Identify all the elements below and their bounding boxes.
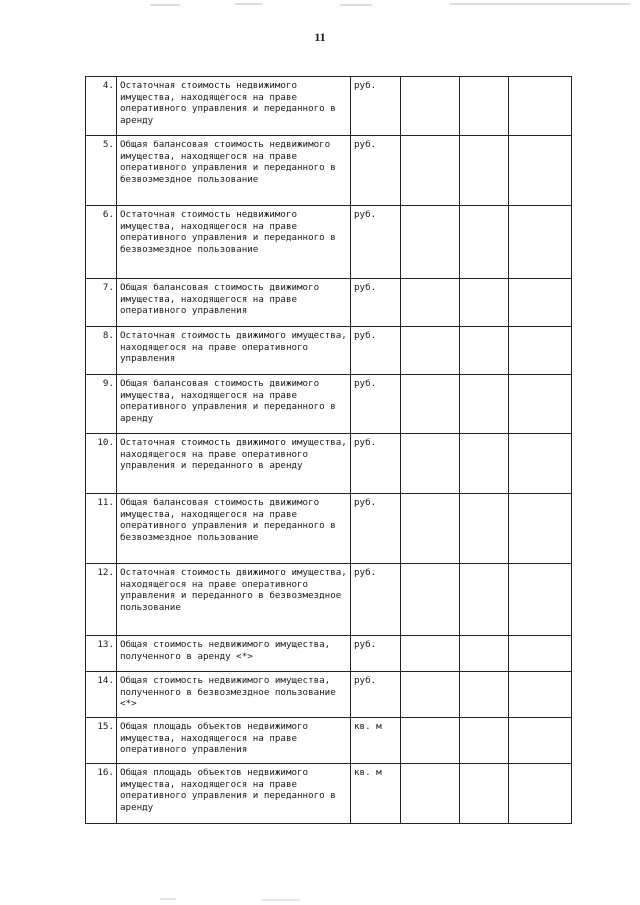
table-row: [86, 136, 572, 206]
table-row: [86, 279, 572, 327]
row-unit: руб.: [351, 494, 401, 564]
value-cell: [401, 764, 460, 824]
row-description: Остаточная стоимость движимого имущества, находящегося на праве оперативного управления: [117, 327, 351, 375]
table-row: [86, 206, 572, 279]
value-cell: [401, 434, 460, 494]
row-description: Общая балансовая стоимость движимого имущества, находящегося на праве оперативного управления: [117, 279, 351, 327]
row-description: Общая стоимость недвижимого имущества, полученного в аренду <*>: [117, 636, 351, 672]
value-cell: [509, 136, 572, 206]
row-unit: руб.: [351, 434, 401, 494]
row-unit: руб.: [351, 206, 401, 279]
row-unit: руб.: [351, 77, 401, 136]
value-cell: [460, 672, 509, 718]
row-number: 13.: [86, 636, 117, 672]
row-number: 4.: [86, 77, 117, 136]
row-unit: кв. м: [351, 764, 401, 824]
row-description: Остаточная стоимость движимого имущества, находящегося на праве оперативного управления и переданного в безвозмездное пользование: [117, 564, 351, 636]
value-cell: [460, 136, 509, 206]
value-cell: [401, 564, 460, 636]
table-row: [86, 636, 572, 672]
row-description: Общая балансовая стоимость движимого имущества, находящегося на праве оперативного управления и переданного в безвозмездное пользование: [117, 494, 351, 564]
value-cell: [460, 636, 509, 672]
row-description: Общая площадь объектов недвижимого имущества, находящегося на праве оперативного управления: [117, 718, 351, 764]
row-description: Остаточная стоимость недвижимого имущества, находящегося на праве оперативного управления и переданного в аренду: [117, 77, 351, 136]
row-unit: руб.: [351, 636, 401, 672]
row-number: 16.: [86, 764, 117, 824]
row-description: Общая площадь объектов недвижимого имущества, находящегося на праве оперативного управления и переданного в аренду: [117, 764, 351, 824]
value-cell: [401, 136, 460, 206]
row-number: 12.: [86, 564, 117, 636]
value-cell: [401, 494, 460, 564]
page-number: 11: [314, 30, 326, 44]
value-cell: [509, 434, 572, 494]
value-cell: [460, 564, 509, 636]
value-cell: [401, 375, 460, 434]
row-description: Общая стоимость недвижимого имущества, полученного в безвозмездное пользование <*>: [117, 672, 351, 718]
row-number: 11.: [86, 494, 117, 564]
value-cell: [401, 327, 460, 375]
value-cell: [460, 494, 509, 564]
row-number: 5.: [86, 136, 117, 206]
table-row: [86, 564, 572, 636]
scan-artifact-bottom: [0, 891, 640, 905]
value-cell: [401, 636, 460, 672]
table-row: [86, 77, 572, 136]
row-unit: руб.: [351, 136, 401, 206]
value-cell: [509, 375, 572, 434]
value-cell: [509, 564, 572, 636]
row-number: 8.: [86, 327, 117, 375]
value-cell: [509, 718, 572, 764]
table-row: [86, 764, 572, 824]
property-report-table: [85, 76, 572, 824]
value-cell: [509, 764, 572, 824]
row-number: 15.: [86, 718, 117, 764]
value-cell: [460, 327, 509, 375]
row-description: Остаточная стоимость недвижимого имущества, находящегося на праве оперативного управления и переданного в безвозмездное пользование: [117, 206, 351, 279]
value-cell: [509, 672, 572, 718]
value-cell: [460, 764, 509, 824]
table-row: [86, 494, 572, 564]
table-row: [86, 327, 572, 375]
row-description: Остаточная стоимость движимого имущества, находящегося на праве оперативного управления и переданного в аренду: [117, 434, 351, 494]
value-cell: [509, 279, 572, 327]
value-cell: [460, 206, 509, 279]
scan-artifact-top: [0, 0, 640, 14]
row-unit: руб.: [351, 375, 401, 434]
row-number: 7.: [86, 279, 117, 327]
table-row: [86, 375, 572, 434]
value-cell: [460, 375, 509, 434]
value-cell: [509, 494, 572, 564]
table-row: [86, 434, 572, 494]
value-cell: [460, 718, 509, 764]
row-unit: руб.: [351, 672, 401, 718]
row-number: 9.: [86, 375, 117, 434]
value-cell: [509, 77, 572, 136]
value-cell: [401, 672, 460, 718]
row-unit: руб.: [351, 564, 401, 636]
value-cell: [509, 206, 572, 279]
row-number: 14.: [86, 672, 117, 718]
table-row: [86, 718, 572, 764]
value-cell: [401, 718, 460, 764]
row-unit: кв. м: [351, 718, 401, 764]
row-unit: руб.: [351, 327, 401, 375]
row-description: Общая балансовая стоимость недвижимого имущества, находящегося на праве оперативного управления и переданного в безвозмездное пользование: [117, 136, 351, 206]
row-number: 10.: [86, 434, 117, 494]
value-cell: [401, 279, 460, 327]
value-cell: [460, 77, 509, 136]
value-cell: [401, 206, 460, 279]
row-number: 6.: [86, 206, 117, 279]
value-cell: [460, 434, 509, 494]
row-unit: руб.: [351, 279, 401, 327]
value-cell: [460, 279, 509, 327]
row-description: Общая балансовая стоимость движимого имущества, находящегося на праве оперативного управления и переданного в аренду: [117, 375, 351, 434]
table-row: [86, 672, 572, 718]
value-cell: [509, 636, 572, 672]
value-cell: [401, 77, 460, 136]
value-cell: [509, 327, 572, 375]
